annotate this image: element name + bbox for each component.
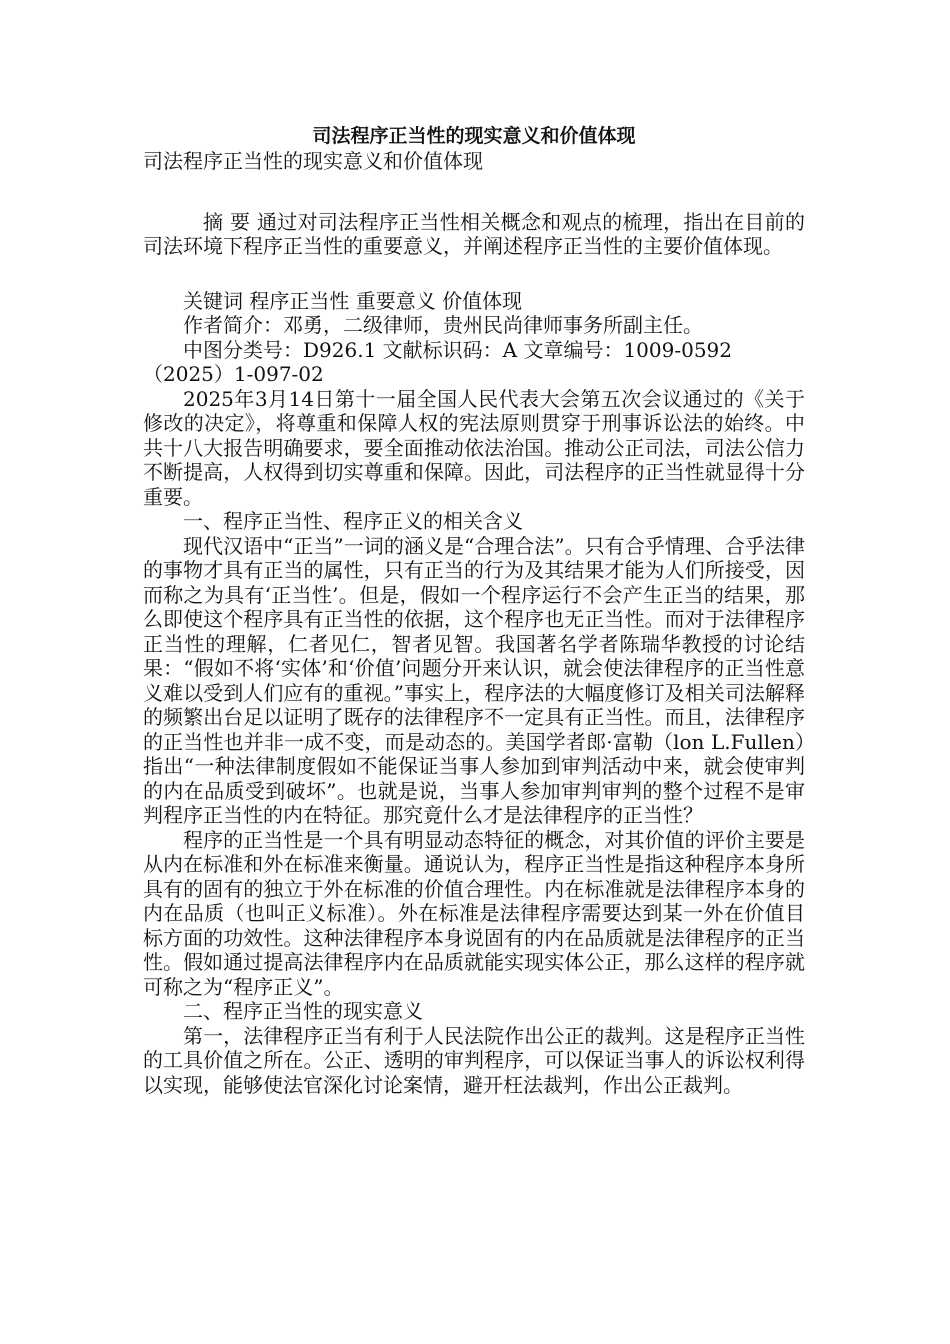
section2-paragraph-1: 第一，法律程序正当有利于人民法院作出公正的裁判。这是程序正当性的工具价值之所在。公正、透明的审判程序，可以保证当事人的诉讼权利得以实现，能够使法官深化讨论案情，避开枉法裁判，作出公正裁判。 [143, 1023, 805, 1097]
intro-paragraph: 2025年3月14日第十一届全国人民代表大会第五次会议通过的《关于修改的决定》，将尊重和保障人权的宪法原则贯穿于刑事诉讼法的始终。中共十八大报告明确要求，要全面推动依法治国。推动公正司法，司法公信力不断提高，人权得到切实尊重和保障。因此，司法程序的正当性就显得十分重要。 [143, 386, 805, 509]
section1-paragraph-2: 程序的正当性是一个具有明显动态特征的概念，对其价值的评价主要是从内在标准和外在标准来衡量。通说认为，程序正当性是指这种程序本身所具有的固有的独立于外在标准的价值合理性。内在标准就是法律程序本身的内在品质（也叫正义标准）。外在标准是法律程序需要达到某一外在价值目标方面的功效性。这种法律程序本身说固有的内在品质就是法律程序的正当性。假如通过提高法律程序内在品质就能实现实体公正，那么这样的程序就可称之为“程序正义”。 [143, 827, 805, 999]
keywords-line: 关键词 程序正当性 重要意义 价值体现 [183, 288, 523, 313]
author-intro-line: 作者简介：邓勇，二级律师，贵州民尚律师事务所副主任。 [183, 313, 703, 337]
document-title: 司法程序正当性的现实意义和价值体现 [312, 125, 636, 147]
section2-heading: 二、程序正当性的现实意义 [183, 999, 423, 1023]
abstract-paragraph: 摘 要 通过对司法程序正当性相关概念和观点的梳理，指出在目前的司法环境下程序正当性的重要意义，并阐述程序正当性的主要价值体现。 [143, 209, 805, 258]
document-subtitle: 司法程序正当性的现实意义和价值体现 [143, 149, 483, 173]
section1-heading: 一、程序正当性、程序正义的相关含义 [183, 509, 523, 533]
document-page [143, 123, 805, 1097]
classification-line: 中图分类号：D926.1 文献标识码：A 文章编号：1009-0592（2025）1-097-02 [143, 337, 733, 386]
section1-paragraph-1: 现代汉语中“正当”一词的涵义是“合理合法”。只有合乎情理、合乎法律的事物才具有正当的属性，只有正当的行为及其结果才能为人们所接受，因而称之为具有‘正当性’。但是，假如一个程序运行不会产生正当的结果，那么即使这个程序具有正当性的依据，这个程序也无正当性。而对于法律程序正当性的理解，仁者见仁，智者见智。我国著名学者陈瑞华教授的讨论结果：“假如不将‘实体’和‘价值’问题分开来认识，就会使法律程序的正当性意义难以受到人们应有的重视。”事实上，程序法的大幅度修订及相关司法解释的频繁出台足以证明了既存的法律程序不一定具有正当性。而且，法律程序的正当性也并非一成不变，而是动态的。美国学者郎·富勒（lon L.Fullen）指出“一种法律制度假如不能保证当事人参加到审判活动中来，就会使审判的内在品质受到破坏”。也就是说，当事人参加审判审判的整个过程不是审判程序正当性的内在特征。那究竟什么才是法律程序的正当性？ [143, 533, 805, 827]
